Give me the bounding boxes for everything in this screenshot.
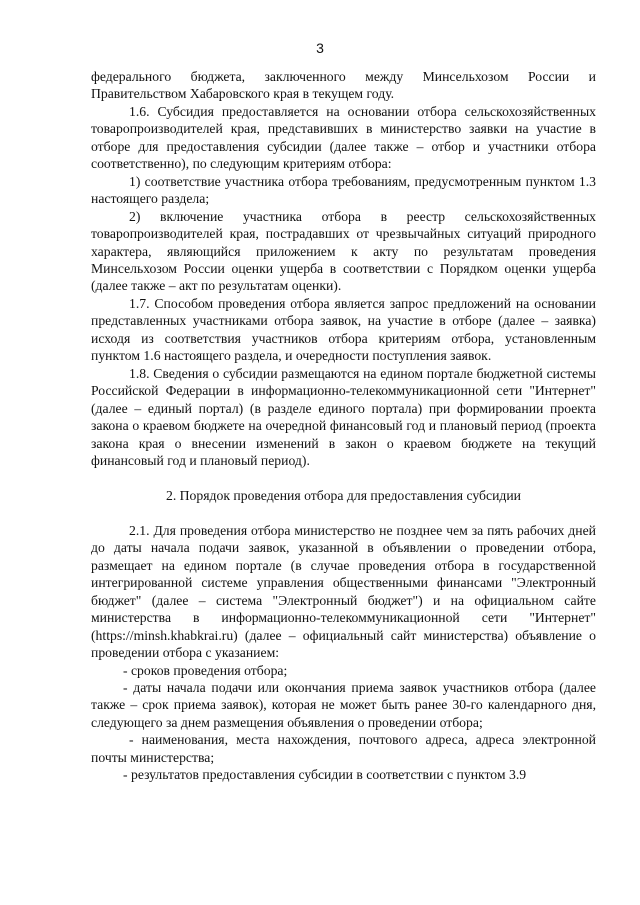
- paragraph-criterion-2: 2) включение участника отбора в реестр сельскохозяйственных товаропроизводителей края, пострадавших от чрезвычайных ситуаций природного характера, являющийся приложением к акту по результатам проведения Минсельхозом России оценки ущерба в соответствии с Порядком оценки ущерба (далее также – акт по результатам оценки).: [91, 208, 596, 294]
- section-heading-2: 2. Порядок проведения отбора для предоставления субсидии: [165, 488, 522, 504]
- paragraph-1-7: 1.7. Способом проведения отбора является запрос предложений на основании представленных участниками отбора заявок, на участие в отборе (далее – заявка) исходя из соответствия участников отбора критериям отбора, установленным пунктом 1.6 настоящего раздела, и очередности поступления заявок.: [91, 295, 596, 364]
- paragraph-2-1: 2.1. Для проведения отбора министерство не позднее чем за пять рабочих дней до даты начала подачи заявок, указанной в объявлении о проведении отбора, размещает на едином портале (в случае проведения отбора в государственной интегрированной системе управления общественными финансами "Электронный бюджет" (далее – система "Электронный бюджет") и на официальном сайте министерства в информационно-телекоммуникационной сети "Интернет" (https://minsh.khabkrai.ru) (далее – официальный сайт министерства) объявление о проведении отбора с указанием:: [91, 522, 596, 661]
- list-item-terms: - сроков проведения отбора;: [123, 662, 288, 678]
- paragraph-1-8: 1.8. Сведения о субсидии размещаются на едином портале бюджетной системы Российской Федерации в информационно-телекоммуникационной сети "Интернет" (далее – единый портал) (в разделе единого портала) при формировании проекта закона о краевом бюджете на очередной финансовый год и плановый период (проекта закона края о внесении изменений в закон о краевом бюджете на текущий финансовый год и плановый период).: [91, 365, 596, 468]
- document-body: [91, 68, 596, 784]
- page-number: 3: [316, 40, 324, 56]
- list-item-ministry-address: - наименования, места нахождения, почтового адреса, адреса электронной почты министерства;: [91, 732, 596, 765]
- paragraph-criterion-1: 1) соответствие участника отбора требованиям, предусмотренным пунктом 1.3 настоящего раздела;: [91, 173, 596, 207]
- list-item-dates: - даты начала подачи или окончания приема заявок участников отбора (далее также – срок приема заявок), которая не может быть ранее 30-го календарного дня, следующего за днем размещения объявления о проведении отбора;: [91, 679, 596, 730]
- paragraph-1-6: 1.6. Субсидия предоставляется на основании отбора сельскохозяйственных товаропроизводителей края, представивших в министерство заявки на участие в отборе для предоставления субсидии (далее также – отбор и участники отбора соответственно), по следующим критериям отбора:: [91, 103, 596, 172]
- paragraph-budget-agreement: федерального бюджета, заключенного между Минсельхозом России и Правительством Хабаровского края в текущем году.: [91, 69, 596, 102]
- list-item-results: - результатов предоставления субсидии в соответствии с пунктом 3.9: [123, 767, 527, 783]
